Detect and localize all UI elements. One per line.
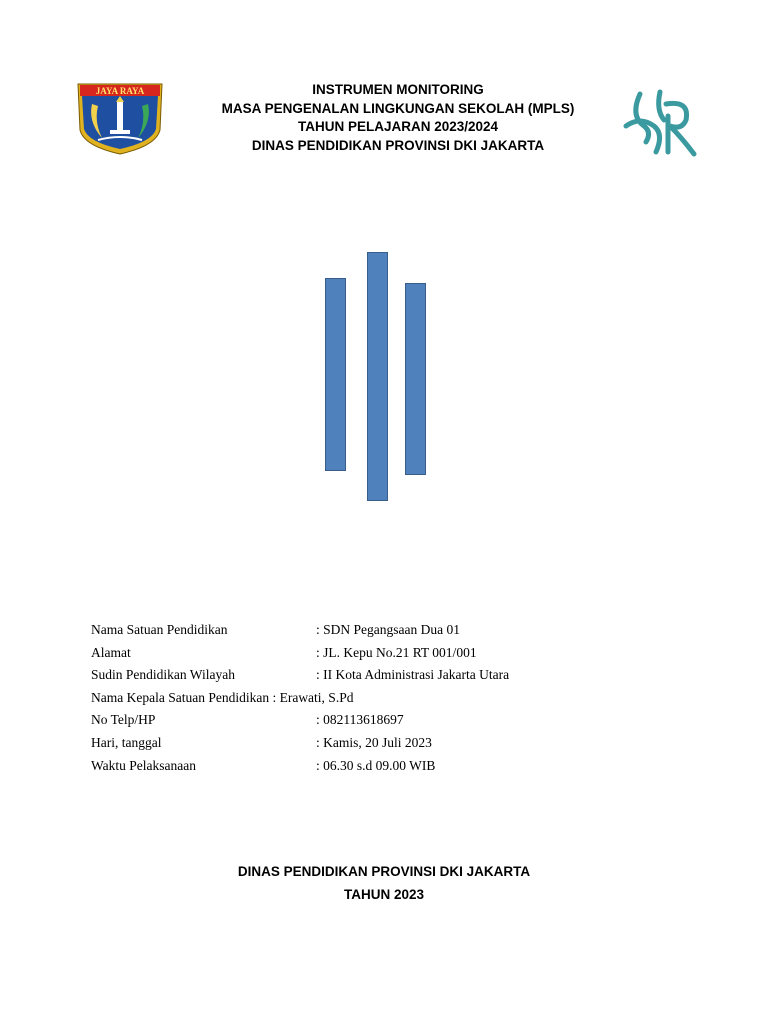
decorative-bar-center <box>367 252 388 501</box>
info-value: : SDN Pegangsaan Dua 01 <box>316 622 460 637</box>
header-academic-year: TAHUN PELAJARAN 2023/2024 <box>297 119 499 134</box>
info-row-principal <box>91 687 353 710</box>
header-title: INSTRUMEN MONITORING <box>312 82 484 97</box>
footer-year: TAHUN 2023 <box>343 887 425 902</box>
info-label: Waktu Pelaksanaan <box>91 757 197 773</box>
info-value: : 082113618697 <box>316 712 404 728</box>
info-row-phone <box>91 709 404 732</box>
info-label: No Telp/HP <box>91 712 156 728</box>
info-row-address <box>91 642 477 665</box>
header-agency: DINAS PENDIDIKAN PROVINSI DKI JAKARTA <box>251 137 545 153</box>
school-info <box>91 619 510 777</box>
info-value: : 06.30 s.d 09.00 WIB <box>316 757 436 773</box>
info-row-date <box>91 732 432 755</box>
info-value: : Kamis, 20 Juli 2023 <box>316 734 432 750</box>
decorative-bar-right <box>405 283 426 475</box>
document-footer <box>0 860 768 906</box>
info-value: : Erawati, S.Pd <box>272 689 354 705</box>
decorative-bar-left <box>325 278 346 471</box>
info-label: Sudin Pendidikan Wilayah <box>91 667 235 683</box>
header-subtitle: MASA PENGENALAN LINGKUNGAN SEKOLAH (MPLS) <box>221 100 575 116</box>
jaya-raya-banner: JAYA RAYA <box>95 86 145 96</box>
info-row-region <box>91 664 510 687</box>
footer-agency: DINAS PENDIDIKAN PROVINSI DKI JAKARTA <box>237 864 531 879</box>
info-label: Nama Satuan Pendidikan <box>91 622 228 637</box>
info-row-time <box>91 755 436 778</box>
info-label: Nama Kepala Satuan Pendidikan <box>91 689 273 705</box>
document-header <box>170 81 626 155</box>
info-value: : II Kota Administrasi Jakarta Utara <box>316 667 510 683</box>
info-row-school-name <box>91 619 460 642</box>
dki-jakarta-emblem-icon <box>76 82 164 156</box>
info-value: : JL. Kepu No.21 RT 001/001 <box>316 644 477 660</box>
info-label: Hari, tanggal <box>91 734 162 750</box>
info-label: Alamat <box>91 644 131 660</box>
tut-wuri-style-logo-icon <box>620 86 704 160</box>
